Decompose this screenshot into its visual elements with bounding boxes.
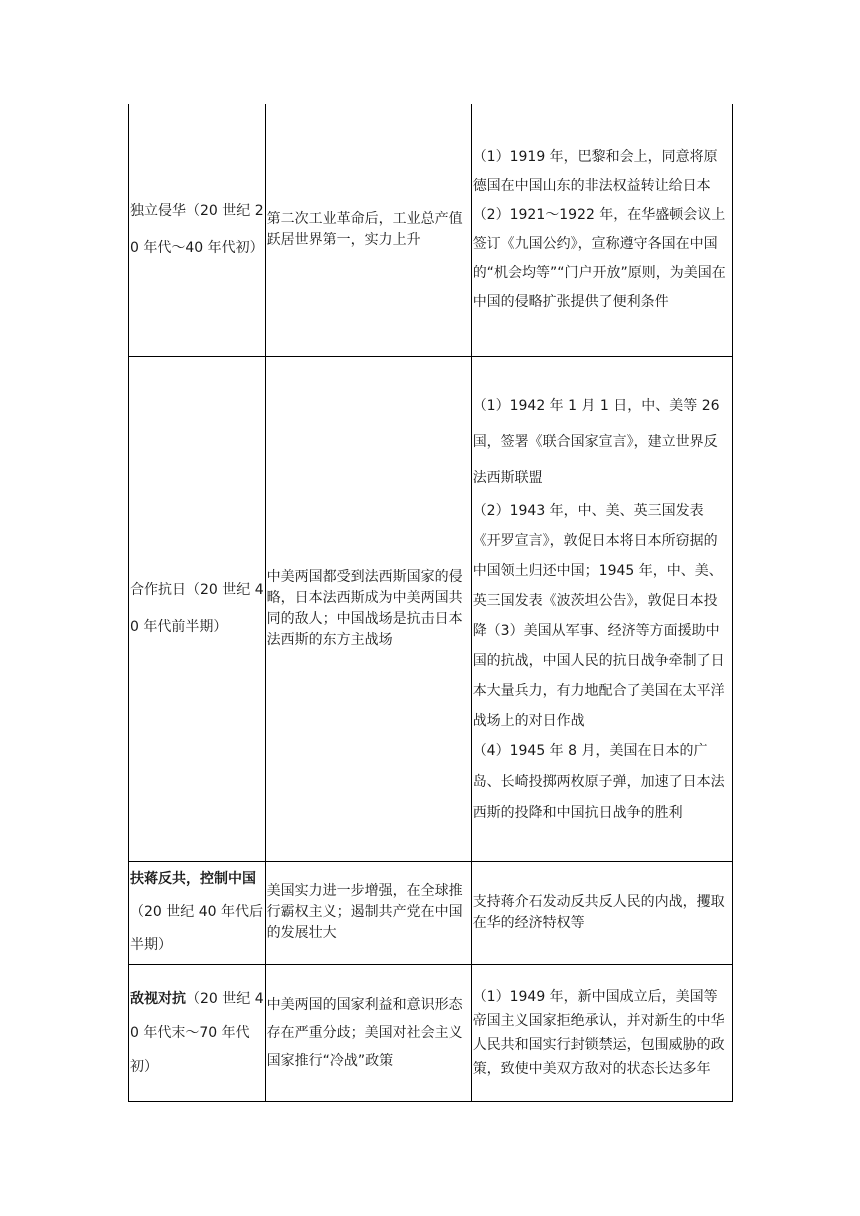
events-cell <box>471 104 732 356</box>
table-row <box>129 356 733 861</box>
stage-text: 合作抗日（20 世纪 40 年代前半期） <box>130 581 264 635</box>
events-cell <box>471 356 732 861</box>
stage-cell <box>129 104 266 356</box>
background-cell <box>265 861 471 964</box>
stage-bold-text: 扶蒋反共，控制中国 <box>130 871 256 887</box>
event-item: （2）1921～1922 年，在华盛顿会议上签订《九国公约》，宣称遵守各国在中国的“机会均等”“门户开放”原则，为美国在中国的侵略扩张提供了便利条件 <box>472 206 726 310</box>
background-text: 中美两国都受到法西斯国家的侵略，日本法西斯成为中美两国共同的敌人；中国战场是抗击日本法西斯的东方主战场 <box>266 568 463 648</box>
background-cell <box>265 964 471 1101</box>
stage-bold-text: 敌视对抗 <box>130 990 186 1007</box>
stage-cell <box>129 964 266 1101</box>
event-item: （1）1949 年，新中国成立后，美国等帝国主义国家拒绝承认，并对新生的中华人民共和国实行封锁禁运，包围威胁的政策，致使中美双方敌对的状态长达多年 <box>472 988 725 1077</box>
events-cell <box>471 861 732 964</box>
event-item: （1）1919 年，巴黎和会上，同意将原德国在中国山东的非法权益转让给日本 <box>472 148 718 194</box>
stage-rest-text: （20 世纪 40 年代末～70 年代初） <box>130 990 264 1075</box>
stage-text: 独立侵华（20 世纪 20 年代～40 年代初） <box>130 202 264 256</box>
events-cell <box>471 964 732 1101</box>
table-row <box>129 104 733 356</box>
stage-cell <box>129 356 266 861</box>
background-text: 第二次工业革命后，工业总产值跃居世界第一，实力上升 <box>266 210 463 248</box>
background-cell <box>265 104 471 356</box>
event-item: 支持蒋介石发动反共反人民的内战，攫取在华的经济特权等 <box>472 893 725 931</box>
table-row <box>129 964 733 1101</box>
background-text: 美国实力进一步增强，在全球推行霸权主义；遏制共产党在中国的发展壮大 <box>266 883 463 941</box>
background-cell <box>265 356 471 861</box>
history-table <box>128 104 733 1102</box>
background-text: 中美两国的国家利益和意识形态存在严重分歧；美国对社会主义国家推行“冷战”政策 <box>266 996 463 1069</box>
event-item: （1）1942 年 1 月 1 日，中、美等 26 国，签署《联合国家宣言》，建立世界反法西斯联盟 <box>472 398 720 486</box>
stage-rest-text: （20 世纪 40 年代后半期） <box>130 904 263 953</box>
event-item: （2）1943 年，中、美、英三国发表《开罗宣言》，敦促日本将日本所窃据的中国领土归还中国；1945 年，中、美、英三国发表《波茨坦公告》，敦促日本投降（3）美国从军事、经济等方面援助中国的抗战，中国人民的抗日战争牵制了日本大量兵力，有力地配合了美国在太平洋战场上的对日作战 <box>472 503 725 729</box>
event-item: （4）1945 年 8 月，美国在日本的广岛、长崎投掷两枚原子弹，加速了日本法西斯的投降和中国抗日战争的胜利 <box>472 743 725 821</box>
table-row <box>129 861 733 964</box>
stage-cell <box>129 861 266 964</box>
